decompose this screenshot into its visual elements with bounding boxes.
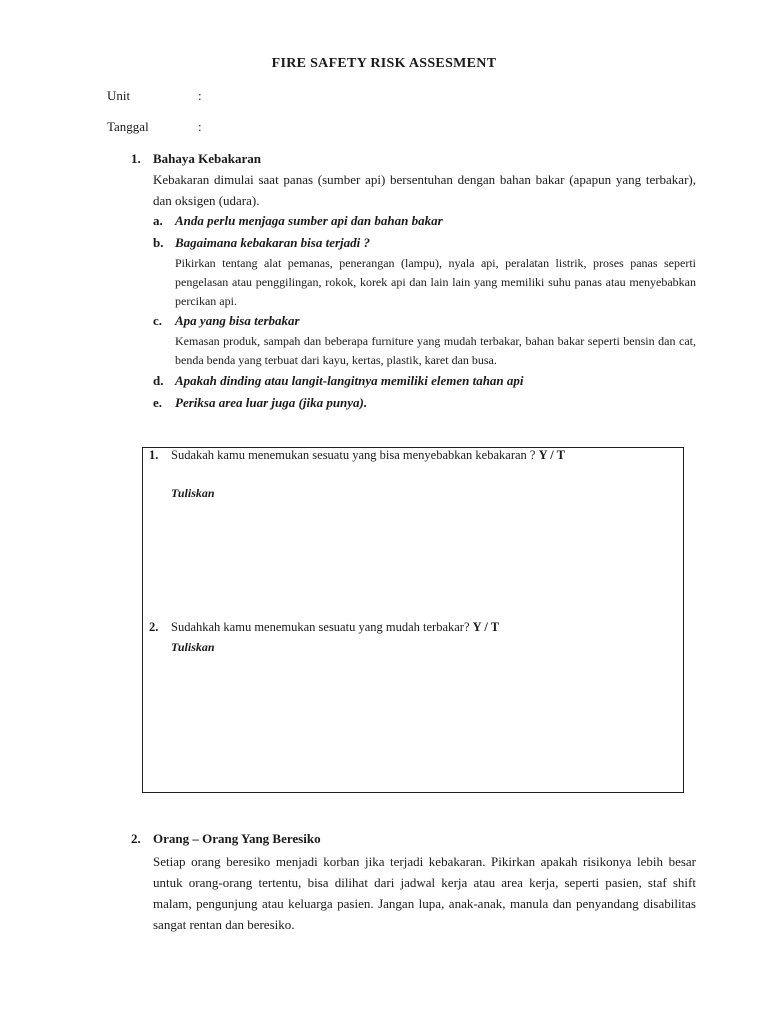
question-2-text: Sudahkah kamu menemukan sesuatu yang mudah terbakar? bbox=[171, 620, 470, 634]
field-colon-unit: : bbox=[198, 88, 202, 103]
item-d-title: Apakah dinding atau langit-langitnya memiliki elemen tahan api bbox=[175, 373, 524, 388]
item-b-letter: b. bbox=[153, 235, 164, 250]
item-a-title: Anda perlu menjaga sumber api dan bahan bakar bbox=[175, 213, 443, 228]
question-1-write-label: Tuliskan bbox=[171, 486, 215, 500]
section2-text: Setiap orang beresiko menjadi korban jika terjadi kebakaran. Pikirkan apakah risikonya lebih besar untuk orang-orang tertentu, bisa dilihat dari jadwal kerja atau area kerja, seperti pasien, staf shift malam, pengunjung atau keluarga pasien. Jangan lupa, anak-anak, manula dan penyandang disabilitas sangat rentan dan beresiko. bbox=[153, 854, 696, 932]
document-title: FIRE SAFETY RISK ASSESMENT bbox=[271, 56, 497, 71]
item-b-title: Bagaimana kebakaran bisa terjadi ? bbox=[175, 235, 371, 250]
question-2-number: 2. bbox=[149, 620, 159, 634]
field-label-tanggal: Tanggal bbox=[107, 119, 149, 134]
item-d-letter: d. bbox=[153, 373, 164, 388]
field-label-unit: Unit bbox=[107, 88, 131, 103]
item-c-text: Kemasan produk, sampah dan beberapa furniture yang mudah terbakar, bahan bakar seperti bensin dan cat, benda benda yang terbuat dari kayu, kertas, plastik, karet dan busa. bbox=[175, 334, 696, 367]
question-2-write-label: Tuliskan bbox=[171, 640, 215, 654]
section2-title: Orang – Orang Yang Beresiko bbox=[153, 831, 321, 846]
question-2-yes-no[interactable]: Y / T bbox=[472, 620, 500, 634]
section1-number: 1. bbox=[131, 151, 141, 166]
item-c-title: Apa yang bisa terbakar bbox=[175, 313, 300, 328]
question-1-number: 1. bbox=[149, 448, 159, 462]
item-c-letter: c. bbox=[153, 313, 163, 328]
item-e-letter: e. bbox=[153, 395, 163, 410]
question-2-answer-area[interactable] bbox=[171, 660, 671, 780]
question-1-text: Sudakah kamu menemukan sesuatu yang bisa menyebabkan kebakaran ? bbox=[171, 448, 536, 462]
section1-intro: Kebakaran dimulai saat panas (sumber api) bersentuhan dengan bahan bakar (apapun yang terbakar), dan oksigen (udara). bbox=[153, 172, 696, 208]
question-1-answer-area[interactable] bbox=[171, 506, 671, 616]
question-box bbox=[142, 447, 684, 793]
item-a-letter: a. bbox=[153, 213, 163, 228]
question-1-yes-no[interactable]: Y / T bbox=[538, 448, 565, 462]
section2-number: 2. bbox=[131, 831, 141, 846]
item-e-title: Periksa area luar juga (jika punya). bbox=[175, 395, 368, 410]
section1-title: Bahaya Kebakaran bbox=[153, 151, 261, 166]
field-colon-tanggal: : bbox=[198, 119, 202, 134]
question-1 bbox=[171, 448, 565, 463]
item-b-text: Pikirkan tentang alat pemanas, penerangan (lampu), nyala api, peralatan listrik, proses panas seperti pengelasan atau penggilingan, rokok, korek api dan lain lain yang memiliki suhu panas atau menyebabkan percikan api. bbox=[175, 256, 696, 308]
question-2 bbox=[171, 620, 499, 635]
